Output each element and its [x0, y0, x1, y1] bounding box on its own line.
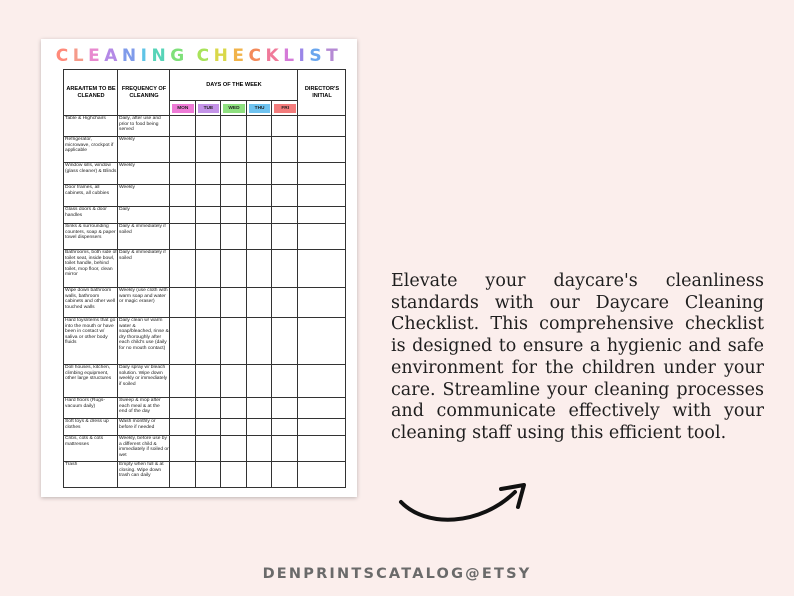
table-row	[64, 419, 346, 436]
title-letter: N	[151, 46, 171, 66]
title-letter: C	[55, 46, 73, 66]
day-check-cell[interactable]	[195, 365, 221, 398]
day-check-cell[interactable]	[195, 288, 221, 318]
day-check-cell[interactable]	[246, 436, 272, 462]
frequency-cell: Weekly (use cloth with warm soap and water or magic eraser)	[118, 288, 170, 318]
day-check-cell[interactable]	[246, 116, 272, 137]
day-label-tue: TUE	[198, 104, 220, 113]
day-label-wed: WED	[223, 104, 245, 113]
table-row	[64, 436, 346, 462]
header-frequency: FREQUENCY OF CLEANING	[118, 70, 170, 116]
frequency-cell: Empty when full & at closing. Wipe down trash can daily	[118, 462, 170, 488]
day-check-cell[interactable]	[195, 250, 221, 288]
day-check-cell[interactable]	[170, 419, 196, 436]
day-check-cell[interactable]	[170, 224, 196, 250]
day-header-cell	[246, 101, 272, 116]
table-row	[64, 318, 346, 365]
day-check-cell[interactable]	[272, 419, 298, 436]
area-cell: Glass doors & door handles	[64, 207, 118, 224]
day-check-cell[interactable]	[195, 137, 221, 163]
frequency-cell: Weekly, before use by a different child & immediately if soiled or wet	[118, 436, 170, 462]
day-check-cell[interactable]	[272, 318, 298, 365]
area-cell: Trash	[64, 462, 118, 488]
day-label-mon: MON	[172, 104, 194, 113]
title-letter: G	[170, 46, 189, 66]
director-initial-cell[interactable]	[297, 419, 345, 436]
day-check-cell[interactable]	[195, 462, 221, 488]
day-check-cell[interactable]	[272, 137, 298, 163]
frequency-cell: Weekly	[118, 163, 170, 185]
director-initial-cell[interactable]	[297, 207, 345, 224]
title-letter: N	[121, 46, 141, 66]
day-check-cell[interactable]	[170, 207, 196, 224]
day-check-cell[interactable]	[272, 250, 298, 288]
director-initial-cell[interactable]	[297, 185, 345, 207]
table-row	[64, 250, 346, 288]
director-initial-cell[interactable]	[297, 365, 345, 398]
title-letter: K	[265, 46, 284, 66]
day-check-cell[interactable]	[195, 224, 221, 250]
day-check-cell[interactable]	[272, 224, 298, 250]
day-check-cell[interactable]	[221, 419, 247, 436]
day-header-cell	[272, 101, 298, 116]
day-check-cell[interactable]	[195, 419, 221, 436]
day-check-cell[interactable]	[221, 398, 247, 419]
title-letter: L	[72, 46, 89, 66]
day-check-cell[interactable]	[272, 436, 298, 462]
area-cell: Cribs, cots & cots mattresses	[64, 436, 118, 462]
frequency-cell: Daily & immediately if soiled	[118, 224, 170, 250]
day-check-cell[interactable]	[195, 318, 221, 365]
day-check-cell[interactable]	[272, 365, 298, 398]
frequency-cell: Wash monthly or before if needed	[118, 419, 170, 436]
table-row	[64, 116, 346, 137]
day-check-cell[interactable]	[246, 419, 272, 436]
title-letter: L	[283, 46, 299, 66]
area-cell: Hard toys/items that go into the mouth or have been in contact w/ saliva or other body fluids	[64, 318, 118, 365]
day-check-cell[interactable]	[221, 207, 247, 224]
day-check-cell[interactable]	[246, 318, 272, 365]
day-check-cell[interactable]	[246, 185, 272, 207]
shop-footer: DENPRINTSCATALOG@ETSY	[262, 566, 532, 582]
day-check-cell[interactable]	[221, 116, 247, 137]
day-check-cell[interactable]	[170, 436, 196, 462]
day-check-cell[interactable]	[246, 224, 272, 250]
frequency-cell: Weekly	[118, 137, 170, 163]
day-check-cell[interactable]	[195, 163, 221, 185]
day-check-cell[interactable]	[170, 163, 196, 185]
curved-arrow-icon	[398, 480, 530, 526]
director-initial-cell[interactable]	[297, 250, 345, 288]
day-check-cell[interactable]	[221, 137, 247, 163]
table-row	[64, 163, 346, 185]
header-area: AREA/ITEM TO BE CLEANED	[64, 70, 118, 116]
director-initial-cell[interactable]	[297, 116, 345, 137]
header-days: DAYS OF THE WEEK	[170, 70, 298, 101]
day-check-cell[interactable]	[246, 462, 272, 488]
day-label-thu: THU	[249, 104, 271, 113]
checklist-sheet	[41, 39, 357, 497]
day-check-cell[interactable]	[246, 137, 272, 163]
title-letter: I	[298, 46, 310, 66]
day-check-cell[interactable]	[170, 250, 196, 288]
table-row	[64, 398, 346, 419]
day-check-cell[interactable]	[195, 398, 221, 419]
title-letter: E	[232, 46, 249, 66]
day-check-cell[interactable]	[272, 185, 298, 207]
director-initial-cell[interactable]	[297, 318, 345, 365]
title-letter: H	[213, 46, 233, 66]
day-check-cell[interactable]	[272, 207, 298, 224]
title-letter: A	[104, 46, 122, 66]
area-cell: Bathrooms, both side of toilet seat, inside bowl, toilet handle, behind toilet, mop floor, clean mirror	[64, 250, 118, 288]
director-initial-cell[interactable]	[297, 288, 345, 318]
day-check-cell[interactable]	[246, 207, 272, 224]
area-cell: Window sills, window (glass cleaner) & Blinds	[64, 163, 118, 185]
day-check-cell[interactable]	[221, 185, 247, 207]
table-row	[64, 185, 346, 207]
day-check-cell[interactable]	[246, 163, 272, 185]
header-director: DIRECTOR'S INITIAL	[297, 70, 345, 116]
day-check-cell[interactable]	[272, 462, 298, 488]
day-label-fri: FRI	[274, 104, 296, 113]
day-check-cell[interactable]	[272, 398, 298, 419]
area-cell: Sinks & surrounding counters, soap & paper towel dispensers	[64, 224, 118, 250]
day-check-cell[interactable]	[170, 398, 196, 419]
director-initial-cell[interactable]	[297, 462, 345, 488]
title-letter: S	[309, 46, 327, 66]
day-check-cell[interactable]	[272, 163, 298, 185]
day-check-cell[interactable]	[221, 224, 247, 250]
area-cell: Doll houses, kitchen, climbing equipment, other large structures	[64, 365, 118, 398]
day-check-cell[interactable]	[272, 116, 298, 137]
day-check-cell[interactable]	[246, 250, 272, 288]
day-check-cell[interactable]	[221, 318, 247, 365]
day-check-cell[interactable]	[170, 116, 196, 137]
table-row	[64, 288, 346, 318]
director-initial-cell[interactable]	[297, 398, 345, 419]
day-check-cell[interactable]	[221, 288, 247, 318]
area-cell: Refrigerator, microwave, crockpot if applicable	[64, 137, 118, 163]
day-header-cell	[195, 101, 221, 116]
title-letter: E	[88, 46, 105, 66]
frequency-cell: Daily, after use and prior to food being served	[118, 116, 170, 137]
day-check-cell[interactable]	[195, 185, 221, 207]
frequency-cell: Sweep & mop after each meal & at the end of the day	[118, 398, 170, 419]
title-letter: I	[140, 46, 152, 66]
checklist-table	[63, 69, 346, 488]
day-check-cell[interactable]	[195, 207, 221, 224]
day-check-cell[interactable]	[221, 250, 247, 288]
day-check-cell[interactable]	[246, 398, 272, 419]
table-row	[64, 365, 346, 398]
area-cell: Hard floors (Rugs-vacuum daily)	[64, 398, 118, 419]
day-check-cell[interactable]	[246, 365, 272, 398]
table-row	[64, 137, 346, 163]
frequency-cell: Daily	[118, 207, 170, 224]
day-check-cell[interactable]	[246, 288, 272, 318]
day-check-cell[interactable]	[170, 318, 196, 365]
frequency-cell: Daily spray w/ bleach solution. Wipe down weekly or immediately if soiled	[118, 365, 170, 398]
area-cell: Soft toys & dress up clothes	[64, 419, 118, 436]
day-check-cell[interactable]	[170, 462, 196, 488]
day-check-cell[interactable]	[170, 288, 196, 318]
day-check-cell[interactable]	[221, 436, 247, 462]
table-row	[64, 224, 346, 250]
title-letter: C	[196, 46, 214, 66]
frequency-cell: Daily clean w/ warm water & soap/bleached, rinse & dry thoroughly after each child's use (daily for no mouth contact)	[118, 318, 170, 365]
director-initial-cell[interactable]	[297, 224, 345, 250]
director-initial-cell[interactable]	[297, 137, 345, 163]
director-initial-cell[interactable]	[297, 436, 345, 462]
day-header-cell	[221, 101, 247, 116]
title-letter: C	[248, 46, 266, 66]
area-cell: Wipe down bathroom walls, bathroom cabinets and other well touched walls	[64, 288, 118, 318]
day-check-cell[interactable]	[221, 365, 247, 398]
day-check-cell[interactable]	[170, 185, 196, 207]
day-check-cell[interactable]	[221, 462, 247, 488]
table-row	[64, 207, 346, 224]
product-description: Elevate your daycare's cleanliness standards with our Daycare Cleaning Checklist. This comprehensive checklist is designed to ensure a hygienic and safe environment for the children under your care. Streamline your cleaning processes and communicate effectively with your cleaning staff using this efficient tool.	[391, 271, 764, 443]
day-check-cell[interactable]	[272, 288, 298, 318]
day-check-cell[interactable]	[170, 365, 196, 398]
area-cell: Door frames, all cabinets, all cubbies	[64, 185, 118, 207]
title-letter: T	[326, 46, 343, 66]
area-cell: Table & Highchairs	[64, 116, 118, 137]
day-check-cell[interactable]	[195, 436, 221, 462]
day-check-cell[interactable]	[170, 137, 196, 163]
day-check-cell[interactable]	[221, 163, 247, 185]
frequency-cell: Weekly	[118, 185, 170, 207]
table-row	[64, 462, 346, 488]
director-initial-cell[interactable]	[297, 163, 345, 185]
day-header-cell	[170, 101, 196, 116]
frequency-cell: Daily & immediately if soiled	[118, 250, 170, 288]
checklist-title	[41, 46, 357, 66]
day-check-cell[interactable]	[195, 116, 221, 137]
